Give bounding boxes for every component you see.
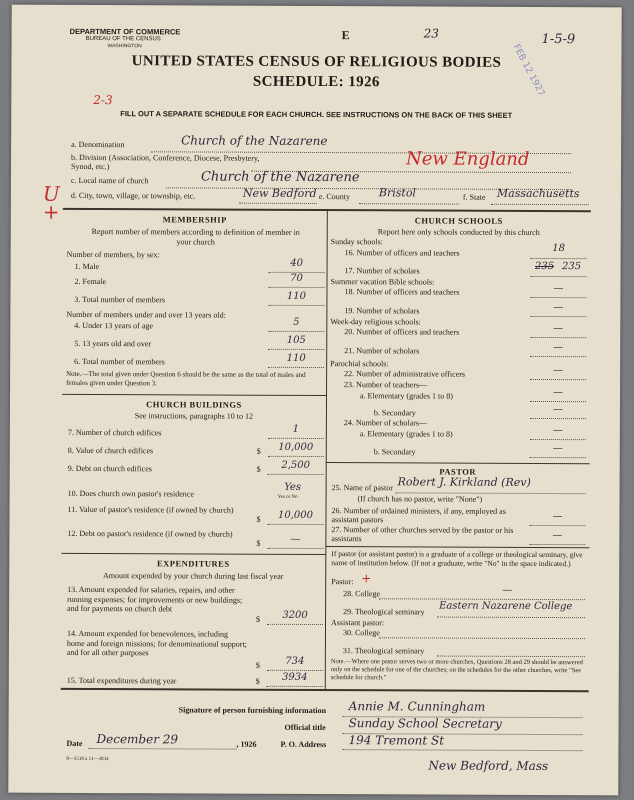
date-value: December 29 (96, 732, 179, 747)
pastor-mark: + (361, 571, 372, 586)
q14-label: 14. Amount expended for benevolences, including home and foreign missions; for denominational support; and for all other purposes (66, 628, 247, 658)
red-mark: 2-3 (93, 93, 113, 108)
q20-line (530, 337, 586, 338)
q13-value: 3200 (282, 609, 308, 621)
q7-label: 7. Number of church edifices (67, 427, 162, 438)
q19-label: 19. Number of scholars (344, 306, 420, 316)
q9-label: 9. Debt on church edifices (67, 463, 152, 474)
q5-line (268, 349, 324, 350)
q23b-line (530, 418, 586, 419)
q29-value: Eastern Nazarene College (439, 600, 573, 613)
po-address-label: P. O. Address (280, 739, 327, 750)
bureau-label: BUREAU OF THE CENSUS (85, 35, 161, 43)
pastor-sub-label: Pastor: (331, 577, 354, 587)
state-value: Massachusetts (496, 186, 580, 201)
q21-line (530, 356, 586, 357)
q24b-value: — (552, 443, 563, 455)
q21-value: — (553, 342, 564, 354)
division-label: b. Division (Association, Conference, Diocese, Presbytery, Synod, etc.) (70, 152, 260, 172)
q11-line (267, 524, 323, 525)
bottom-rule (61, 688, 589, 692)
q17-value: 235 (562, 261, 582, 273)
print-code: 8—5518 a 11—3034 (66, 756, 109, 763)
date-year: , 1926 (236, 739, 257, 749)
q24a-value: — (552, 425, 563, 437)
county-value: Bristol (378, 186, 417, 200)
q26-label: 26. Number of ordained ministers, if any, employed as assistant pastors (331, 506, 506, 525)
sunday-label: Sunday schools: (330, 237, 383, 247)
pastor-note: Note.—Where one pastor serves two or more churches, Questions 28 and 29 should be answered only on the schedule for one of the churches; on the schedules for the other churches, write "See schedule for church." (330, 658, 583, 682)
q11-label: 11. Value of pastor's residence (if owned by church) (67, 504, 234, 515)
under-over-label: Number of members under and over 13 years old: (66, 309, 226, 320)
q2-label: 2. Female (74, 276, 107, 287)
q25-value: Robert J. Kirkland (Rev) (397, 475, 531, 489)
instruction-line: FILL OUT A SEPARATE SCHEDULE FOR EACH CHURCH. SEE INSTRUCTIONS ON THE BACK OF THIS SHEET (120, 109, 513, 120)
q1-label: 1. Male (74, 261, 100, 272)
local-name-value: Church of the Nazarene (200, 169, 360, 186)
rule-pastor (326, 462, 590, 464)
q1-value: 40 (290, 257, 303, 269)
po-city-value: New Bedford, Mass (428, 758, 549, 774)
q4-line (268, 331, 324, 332)
q27-label: 27. Number of other churches served by the pastor or his assistants (331, 525, 514, 544)
division-value: New England (406, 148, 530, 170)
received-stamp: FEB 12 1927 (510, 42, 547, 99)
q19-value: — (553, 302, 564, 314)
rule-buildings (62, 394, 326, 396)
form-number: 23 (423, 26, 439, 41)
summer-label: Summer vacation Bible schools: (330, 277, 435, 287)
q8-line (268, 456, 324, 457)
q8-label: 8. Value of church edifices (67, 445, 154, 456)
q29-label: 29. Theological seminary (343, 607, 425, 617)
form-subtitle: SCHEDULE: 1926 (252, 73, 380, 91)
q21-label: 21. Number of scholars (344, 346, 420, 356)
q23b-label: b. Secondary (373, 408, 416, 418)
expenditures-intro: Amount expended by your church during last fiscal year (103, 571, 284, 581)
city-label: d. City, town, village, or township, etc. (70, 190, 196, 201)
po-address-line (342, 749, 582, 751)
membership-note: Note.—The total given under Question 6 should be the same as the total of males and females given under Question 3. (66, 369, 306, 388)
q9-value: 2,500 (281, 459, 311, 471)
weekday-label: Week-day religious schools: (330, 317, 421, 327)
pastor-title: PASTOR (439, 466, 477, 477)
q10-value: Yes (284, 481, 302, 493)
q6-value: 110 (286, 352, 306, 364)
q11-value: 10,000 (277, 509, 314, 521)
q18-label: 18. Number of officers and teachers (344, 287, 460, 297)
q13-line (267, 624, 323, 625)
q26-line (529, 525, 585, 526)
q2-value: 70 (290, 272, 303, 284)
q22-line (530, 379, 586, 380)
q3-value: 110 (286, 290, 307, 302)
q20-label: 20. Number of officers and teachers (344, 327, 460, 337)
rule-expenditures (61, 553, 325, 555)
q24a-label: a. Elementary (grades 1 to 8) (359, 429, 453, 439)
margin-mark: U + (42, 181, 60, 224)
denomination-value: Church of the Nazarene (181, 133, 328, 149)
q22-label: 22. Number of administrative officers (344, 369, 466, 379)
official-title-value: Sunday School Secretary (348, 716, 502, 731)
q3-label: 3. Total number of members (74, 294, 166, 305)
q3-line (268, 305, 324, 306)
q23-label: 23. Number of teachers— (344, 380, 428, 390)
q10-label: 10. Does church own pastor's residence (67, 488, 194, 499)
q7-value: 1 (292, 423, 300, 435)
q30-label: 30. College (342, 628, 380, 638)
signature-label: Signature of person furnishing information (178, 705, 327, 716)
q24b-label: b. Secondary (373, 447, 416, 457)
q27-line (529, 544, 585, 545)
q8-value: 10,000 (278, 441, 314, 453)
city-label: WASHINGTON (107, 43, 142, 50)
expenditures-title: EXPENDITURES (156, 558, 230, 569)
census-schedule-sheet: DEPARTMENT OF COMMERCE BUREAU OF THE CENSUS WASHINGTON E 23 1-5-9 FEB 12 1927 UNITED STATES CENSUS OF RELIGIOUS BODIES SCHEDULE: 1926 2-3 FILL OUT A SEPARATE SCHEDULE FOR EACH CHURCH. SEE INSTRUCTIONS ON THE BACK OF THIS SHEET a. Denomination Church of the Nazarene b. Division (Association, Conference, Diocese, Presbytery, Synod, etc.) New England c. Local name of church Church of the Nazarene U + d. City, town, village, or township, etc. New Bedford e. County Bristol f. State Massachusetts MEMBERSHIP Report number of members according to definition of member in your church Number of members, by sex: 1. Male 40 2. Female 70 3. Total number of members 110 Number of members under and over 13 years old: 4. Under 13 years of age 5 5. 13 years old and over 105 6. Total number of members 110 Note.—The total given under Question 6 should be the same as the total of males and females given under Question 3. CHURCH BUILDINGS See instructions, paragraphs 10 to 12 7. Number of church edifices 1 8. Value of church edifices $ 10,000 9. Debt on church edifices $ 2,500 10. Does church own pastor's residence Yes Yes or No 11. Value of pastor's residence (if owned by church) $ 10,000 12. Debt on pastor's residence (if owned by church) $ — EXPENDITURES Amount expended by your church during last fiscal year 13. Amount expended for salaries, repairs, and other running expenses; for improvements or new buildings; and for payments on church debt $ 3200 14. Amount expended for benevolences, including home and foreign missions; for denominational support; and for all other purposes $ 734 15. Total expenditures during year $ 3934 CHURCH SCHOOLS Report here only schools conducted by this church Sunday schools: 16. Number of officers and teachers 18 17. Number of scholars 235 235 Summer vacation Bible schools: 18. Number of officers and teachers — 19. Number of scholars — Week-day religious schools: 20. Number of officers and teachers — 21. Number of scholars — Parochial schools: 22. Number of administrative officers — 23. Number of teachers— a. Elementary (grades 1 to 8) — b. Secondary — 24. Number of scholars— a. Elementary (grades 1 to 8) — b. Secondary — PASTOR 25. Name of pastor Robert J. Kirkland (Rev) (If church has no pastor, write "None") 26. Number of ordained ministers, if any, employed as assistant pastors — 27. Number of other churches served by the pastor or his assistants — If pastor (or assistant pastor) is a graduate of a college or theological seminary, give name of institution below. (If not a graduate, write "No" in the space indicated.) Pastor: + 28. College — 29. Theological seminary Eastern Nazarene College Assistant pastor: 30. College 31. Theological seminary Note.—Where one pastor serves two or more churches, Questions 28 and 29 should be answered only on the schedule for one of the churches; on the schedules for the other churches, write "See schedule for church." Signature of person furnishing information Annie M. Cunningham Official title Sunday School Secretary Date December 29 , 1926 P. O. Address 194 Tremont St 8—5518 a 11—3034 New Bedford, Mass (8, 5, 621, 796)
q6-label: 6. Total number of members (74, 356, 165, 367)
q15-line (267, 686, 323, 687)
assistant-label: Assistant pastor: (331, 618, 385, 628)
by-sex-label: Number of members, by sex: (66, 249, 160, 260)
q9-line (268, 474, 324, 475)
county-label: e. County (318, 192, 351, 202)
q22-value: — (553, 365, 564, 377)
corner-date: 1-5-9 (541, 31, 576, 48)
q10-option: Yes or No (277, 494, 298, 500)
q25-note: (If church has no pastor, write "None") (357, 494, 483, 504)
date-line (88, 748, 236, 750)
q30-line (379, 637, 585, 639)
schools-intro: Report here only schools conducted by this church (377, 227, 540, 237)
q17-old-value: 235 (535, 260, 555, 273)
state-underline (491, 204, 589, 205)
q2-line (268, 287, 324, 288)
q25-label: 25. Name of pastor (331, 483, 393, 493)
q24b-line (530, 457, 586, 458)
date-label: Date (66, 738, 83, 748)
q5-value: 105 (286, 334, 306, 346)
q20-value: — (553, 323, 564, 335)
q4-label: 4. Under 13 years of age (74, 320, 153, 331)
q16-line (531, 258, 587, 259)
q17-label: 17. Number of scholars (344, 266, 420, 276)
q12-value: — (290, 533, 301, 545)
q16-value: 18 (552, 243, 566, 255)
q12-line (267, 548, 323, 549)
membership-intro: Report number of members according to definition of member in your church (91, 227, 300, 247)
denomination-label: a. Denomination (71, 139, 125, 150)
q24-label: 24. Number of scholars— (343, 418, 428, 428)
state-label: f. State (462, 192, 486, 202)
department-label: DEPARTMENT OF COMMERCE (69, 26, 181, 37)
local-name-label: c. Local name of church (70, 175, 149, 186)
schools-title: CHURCH SCHOOLS (414, 215, 503, 226)
q28-label: 28. College (343, 589, 381, 599)
q31-label: 31. Theological seminary (342, 646, 425, 656)
buildings-title: CHURCH BUILDINGS (146, 399, 242, 410)
q13-label: 13. Amount expended for salaries, repairs, and other running expenses; for improvements or new buildings; and for payments on church debt (67, 584, 243, 614)
q15-value: 3934 (282, 671, 308, 683)
q14-value: 734 (285, 655, 305, 667)
signature-value: Annie M. Cunningham (348, 699, 486, 714)
q5-label: 5. 13 years old and over (74, 338, 152, 349)
parochial-label: Parochial schools: (330, 359, 389, 369)
q29-line (437, 617, 585, 619)
form-letter: E (341, 28, 350, 43)
q28-value: — (502, 584, 513, 596)
graduate-note: If pastor (or assistant pastor) is a graduate of a college or theological seminary, give name of institution below. (If not a graduate, write "No" in the space indicated.) (331, 549, 583, 569)
city-value: New Bedford (242, 186, 317, 201)
q17-line (531, 276, 587, 277)
q24a-line (530, 439, 586, 440)
membership-title: MEMBERSHIP (162, 214, 227, 225)
rule-graduate (325, 546, 589, 548)
q23a-value: — (553, 387, 564, 399)
q18-line (530, 297, 586, 298)
q12-label: 12. Debt on pastor's residence (if owned by church) (67, 528, 233, 539)
q18-value: — (553, 283, 564, 295)
q7-line (268, 438, 324, 439)
q23a-line (530, 401, 586, 402)
form-title: UNITED STATES CENSUS OF RELIGIOUS BODIES (131, 53, 502, 71)
q15-label: 15. Total expenditures during year (66, 675, 177, 686)
po-address-value: 194 Tremont St (348, 733, 445, 748)
q27-value: — (552, 530, 563, 542)
q26-value: — (552, 511, 563, 523)
q19-line (530, 316, 586, 317)
city-underline (239, 203, 317, 204)
center-rule (325, 209, 328, 689)
q23a-label: a. Elementary (grades 1 to 8) (359, 391, 453, 401)
county-underline (359, 203, 459, 204)
buildings-intro: See instructions, paragraphs 10 to 12 (134, 411, 254, 421)
q31-line (437, 656, 585, 658)
q4-value: 5 (293, 316, 300, 328)
official-title-label: Official title (284, 722, 326, 733)
q16-label: 16. Number of officers and teachers (344, 248, 460, 258)
q23b-value: — (552, 404, 563, 416)
q6-line (268, 367, 324, 368)
